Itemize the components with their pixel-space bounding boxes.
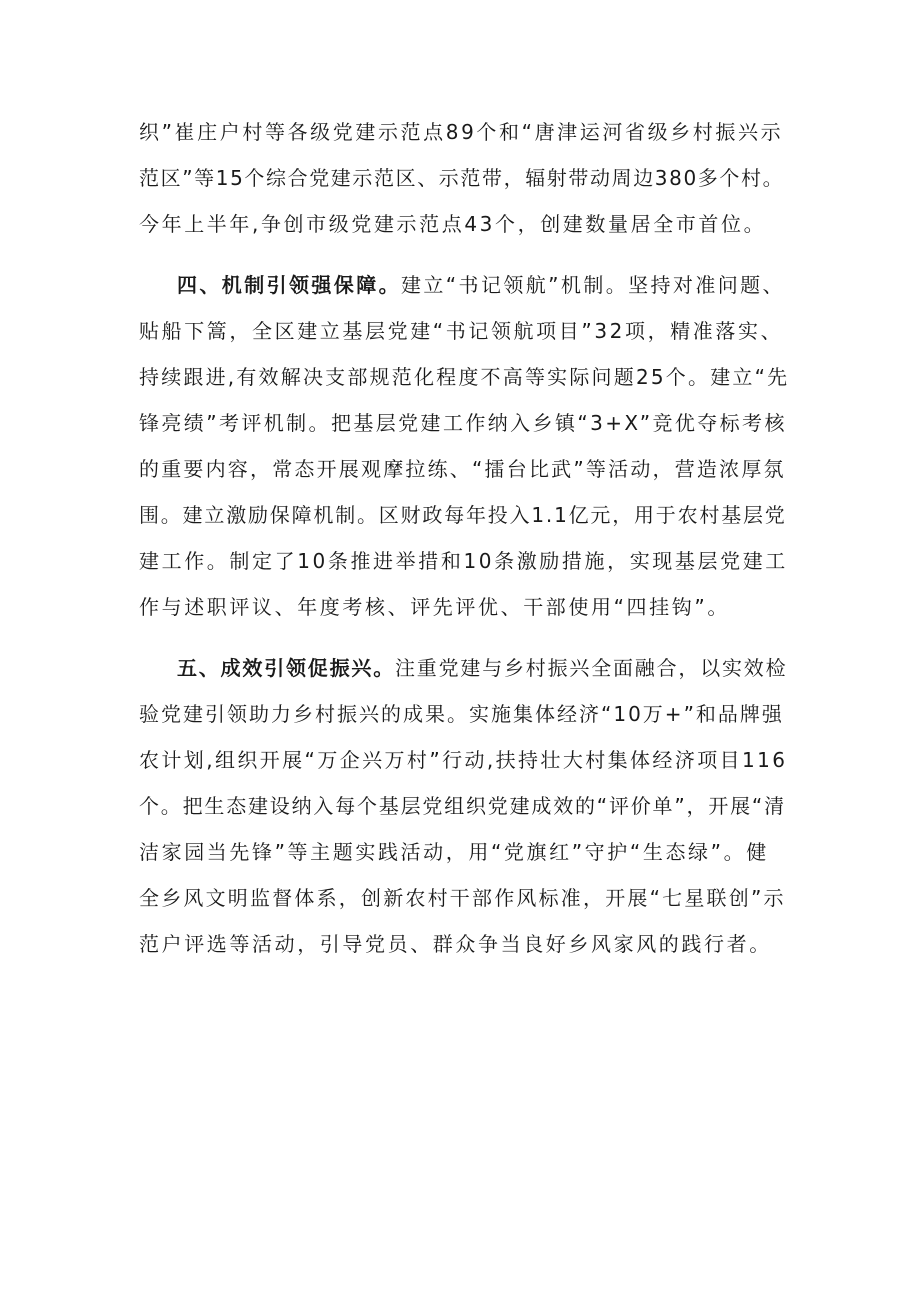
paragraph-2-first-text: 建立“书记领航”机制。坚持对准问题、 xyxy=(401,273,785,297)
paragraph-2-line-4: 锋亮绩”考评机制。把基层党建工作纳入乡镇“3+X”竞优夺标考核 xyxy=(139,411,787,435)
paragraph-3-line-3: 农计划,组织开展“万企兴万村”行动,扶持壮大村集体经济项目116 xyxy=(139,748,788,772)
paragraph-2-line-8: 作与述职评议、年度考核、评先评优、干部使用“四挂钩”。 xyxy=(139,595,730,619)
paragraph-3-line-2: 验党建引领助力乡村振兴的成果。实施集体经济“10万+”和品牌强 xyxy=(139,702,784,726)
paragraph-3-line-6: 全乡风文明监督体系，创新农村干部作风标准，开展“七星联创”示 xyxy=(139,886,786,910)
paragraph-2-line-2: 贴船下篙，全区建立基层党建“书记领航项目”32项，精准落实、 xyxy=(139,319,784,343)
paragraph-1-line-2: 范区”等15个综合党建示范区、示范带，辐射带动周边380多个村。 xyxy=(139,166,785,190)
paragraph-2-line-1 xyxy=(177,265,789,305)
paragraph-2-line-3: 持续跟进,有效解决支部规范化程度不高等实际问题25个。建立“先 xyxy=(139,365,790,389)
paragraph-2-heading: 四、机制引领强保障。 xyxy=(177,273,401,297)
paragraph-3-first-text: 注重党建与乡村振兴全面融合，以实效检 xyxy=(395,656,788,680)
paragraph-3-heading: 五、成效引领促振兴。 xyxy=(177,656,395,680)
paragraph-2-line-6: 围。建立激励保障机制。区财政每年投入1.1亿元，用于农村基层党 xyxy=(139,503,787,527)
paragraph-1-line-1: 织”崔庄户村等各级党建示范点89个和“唐津运河省级乡村振兴示 xyxy=(139,120,784,144)
paragraph-3-line-4: 个。把生态建设纳入每个基层党组织党建成效的“评价单”，开展“清 xyxy=(139,794,786,818)
paragraph-3-line-7: 范户评选等活动，引导党员、群众争当良好乡风家风的践行者。 xyxy=(139,932,772,956)
paragraph-3-line-5: 洁家园当先锋”等主题实践活动，用“党旗红”守护“生态绿”。健 xyxy=(139,840,769,864)
paragraph-3-line-1 xyxy=(177,648,789,688)
paragraph-2-line-5: 的重要内容，常态开展观摩拉练、“擂台比武”等活动，营造浓厚氛 xyxy=(139,457,786,481)
paragraph-1-line-3: 今年上半年,争创市级党建示范点43个，创建数量居全市首位。 xyxy=(139,212,767,236)
paragraph-2-line-7: 建工作。制定了10条推进举措和10条激励措施，实现基层党建工 xyxy=(139,549,788,573)
